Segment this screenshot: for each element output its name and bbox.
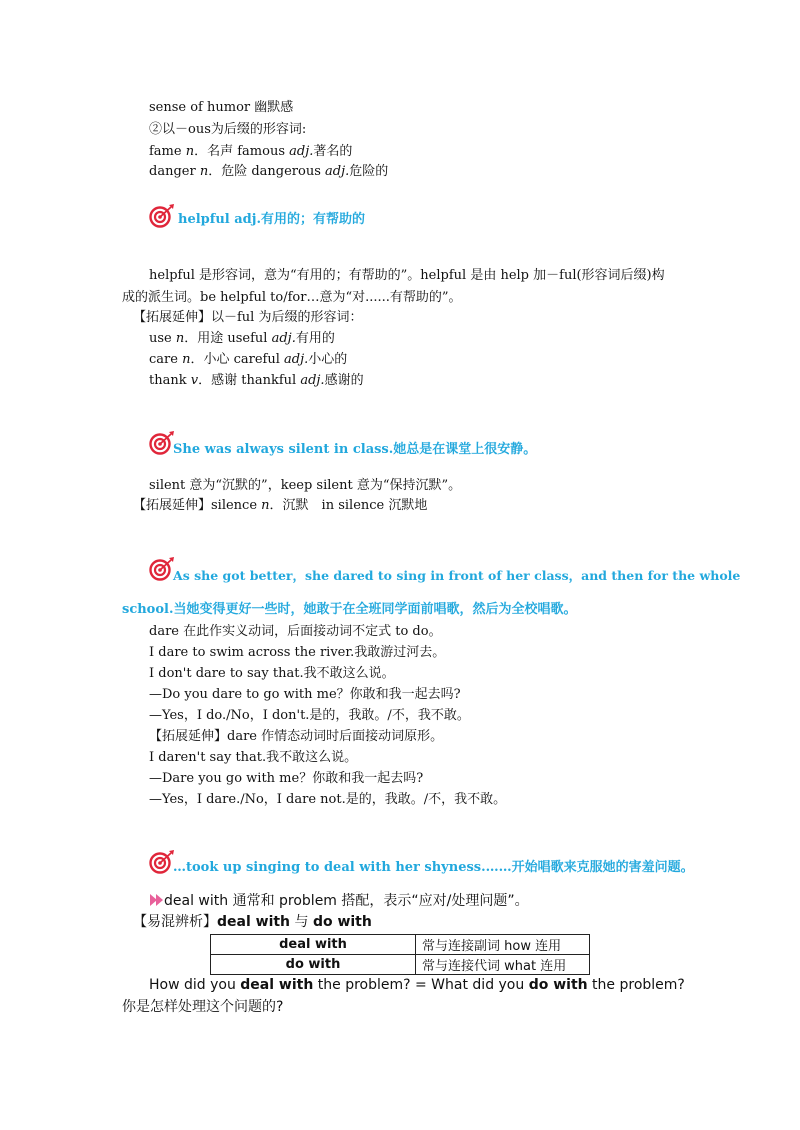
- example-line: —Yes，I dare./No，I dare not.是的，我敢。/不，我不敢。: [149, 792, 507, 807]
- section-heading: As she got better，she dared to sing in front of her class，and then for the whole: [173, 568, 741, 583]
- extension-line: 【拓展延伸】silence n．沉默 in silence 沉默地: [133, 498, 428, 513]
- paragraph-line: helpful 是形容词，意为“有用的；有帮助的”。helpful 是由 help 加－ful(形容词后缀)构: [149, 268, 665, 283]
- paragraph-line: dare 在此作实义动词，后面接动词不定式 to do。: [149, 624, 442, 639]
- target-icon: [149, 203, 175, 229]
- example-line: I daren't say that.我不敢这么说。: [149, 750, 358, 765]
- table-cell: deal with: [211, 935, 416, 955]
- example-line: —Do you dare to go with me？你敢和我一起去吗?: [149, 687, 461, 702]
- vocab-line: care n．小心 careful adj.小心的: [149, 352, 348, 367]
- vocab-line: danger n．危险 dangerous adj.危险的: [149, 164, 389, 179]
- example-line: I don't dare to say that.我不敢这么说。: [149, 666, 395, 681]
- extension-label: 【拓展延伸】以－ful 为后缀的形容词：: [133, 310, 363, 325]
- paragraph-line: deal with 通常和 problem 搭配，表示“应对/处理问题”。: [164, 893, 529, 909]
- confusion-label: 【易混辨析】deal with 与 do with: [133, 914, 372, 930]
- paragraph-line: silent 意为“沉默的”，keep silent 意为“保持沉默”。: [149, 478, 462, 493]
- section-heading: school.当她变得更好一些时，她敢于在全班同学面前唱歌，然后为全校唱歌。: [122, 602, 577, 617]
- table-cell: 常与连接副词 how 连用: [416, 935, 590, 955]
- vocab-line: thank v．感谢 thankful adj.感谢的: [149, 373, 364, 388]
- arrow-bullet-icon: [150, 893, 164, 907]
- table-row: [211, 935, 590, 955]
- target-icon: [149, 430, 175, 456]
- section-heading: helpful adj.有用的；有帮助的: [178, 212, 366, 227]
- example-line: —Dare you go with me？你敢和我一起去吗?: [149, 771, 424, 786]
- target-icon: [149, 556, 175, 582]
- extension-line: 【拓展延伸】dare 作情态动词时后面接动词原形。: [149, 729, 444, 744]
- vocab-line: sense of humor 幽默感: [149, 100, 294, 115]
- example-line: —Yes，I do./No，I don't.是的，我敢。/不，我不敢。: [149, 708, 470, 723]
- table-row: [211, 955, 590, 975]
- comparison-table: [210, 934, 590, 975]
- vocab-line: ②以－ous为后缀的形容词:: [149, 122, 307, 137]
- table-cell: do with: [211, 955, 416, 975]
- section-heading: …took up singing to deal with her shyness.……开始唱歌来克服她的害羞问题。: [173, 860, 694, 875]
- example-line: I dare to swim across the river.我敢游过河去。: [149, 645, 446, 660]
- paragraph-line: 成的派生词。be helpful to/for…意为“对......有帮助的”。: [122, 290, 462, 305]
- section-heading: She was always silent in class.她总是在课堂上很安静。: [173, 442, 537, 457]
- target-icon: [149, 849, 175, 875]
- vocab-line: use n．用途 useful adj.有用的: [149, 331, 335, 346]
- example-translation: 你是怎样处理这个问题的?: [122, 999, 284, 1015]
- vocab-line: fame n．名声 famous adj.著名的: [149, 144, 353, 159]
- example-line: How did you deal with the problem? = What did you do with the problem?: [149, 977, 685, 993]
- table-cell: 常与连接代词 what 连用: [416, 955, 590, 975]
